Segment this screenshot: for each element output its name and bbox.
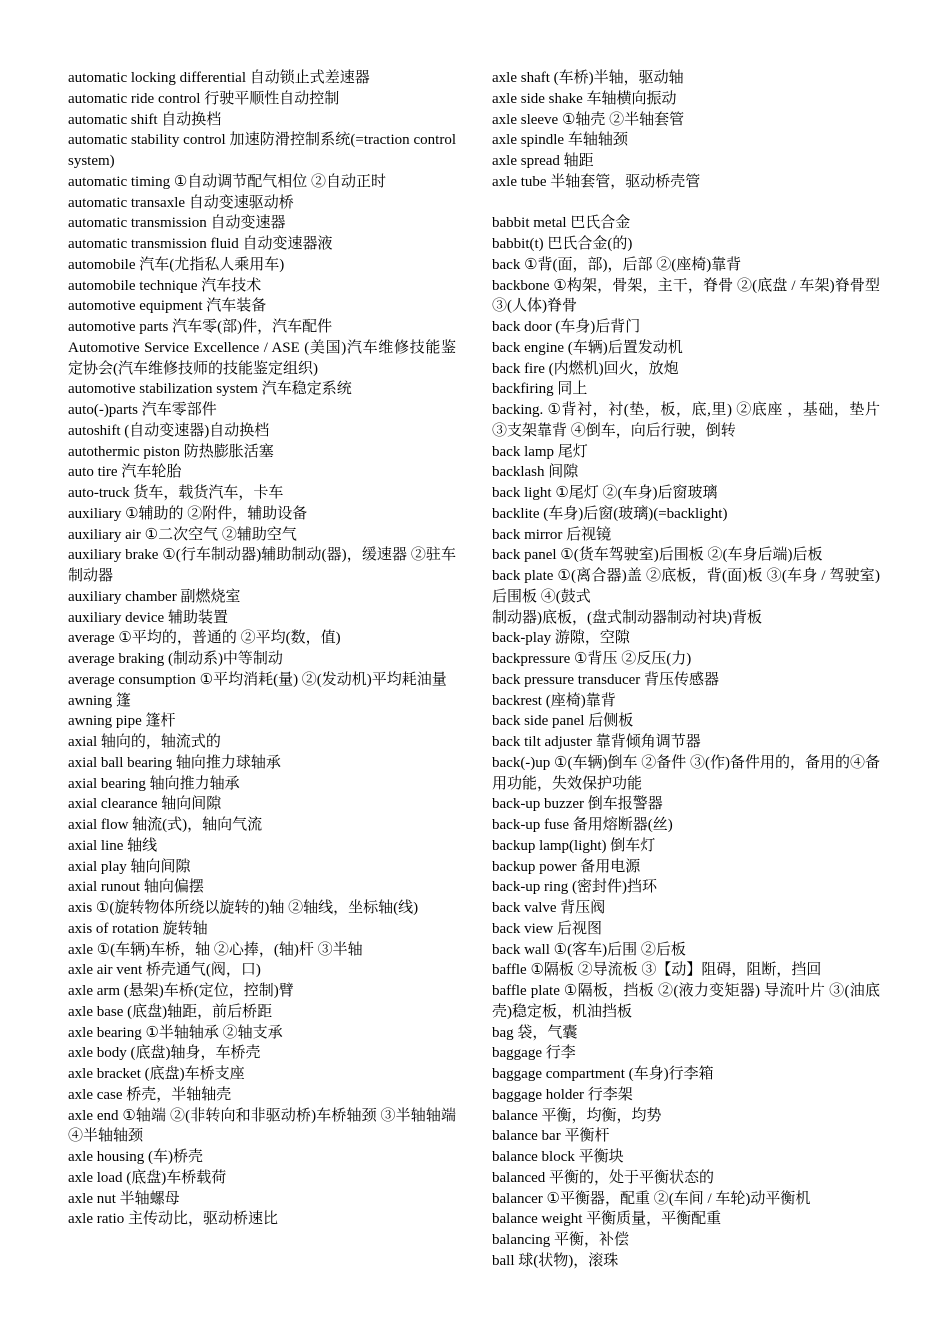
glossary-entry: axle air vent 桥壳通气(阀，口) bbox=[68, 962, 261, 979]
glossary-entry: back-play 游隙，空隙 bbox=[492, 630, 630, 647]
left-column bbox=[68, 68, 456, 1230]
glossary-entry: axle ratio 主传动比，驱动桥速比 bbox=[68, 1211, 278, 1228]
glossary-entry: balance block 平衡块 bbox=[492, 1149, 624, 1165]
glossary-entry: 制动器)底板，(盘式制动器制动衬块)背板 bbox=[492, 609, 762, 626]
glossary-entry: automatic transmission fluid 自动变速器液 bbox=[68, 236, 333, 252]
glossary-entry: back ①背(面，部)，后部 ②(座椅)靠背 bbox=[492, 256, 742, 273]
glossary-entry: back plate ①(离合器)盖 ②底板，背(面)板 ③(车身 / 驾驶室)后围板 ④(鼓式 bbox=[492, 568, 880, 605]
glossary-entry: baggage holder 行李架 bbox=[492, 1086, 633, 1103]
glossary-entry: axle side shake 车轴横向振动 bbox=[492, 90, 677, 107]
glossary-entry: axle ①(车辆)车桥，轴 ②心捧，(轴)杆 ③半轴 bbox=[68, 941, 363, 958]
glossary-entry: back view 后视图 bbox=[492, 920, 602, 937]
glossary-entry: axle spread 轴距 bbox=[492, 153, 594, 169]
glossary-entry: automobile 汽车(尤指私人乘用车) bbox=[68, 256, 285, 273]
glossary-entry: backbone ①构架，骨架，主干，脊骨 ②(底盘 / 车架)脊骨型 ③(人体)脊骨 bbox=[492, 277, 880, 315]
glossary-entry: axial ball bearing 轴向推力球轴承 bbox=[68, 754, 281, 771]
glossary-entry: axial line 轴线 bbox=[68, 837, 158, 854]
glossary-entry: baggage 行李 bbox=[492, 1045, 576, 1062]
glossary-entry: axle bracket (底盘)车桥支座 bbox=[68, 1066, 245, 1082]
glossary-entry: back(-)up ①(车辆)倒车 ②备件 ③(作)备件用的，备用的④备用功能，失效保护功能 bbox=[492, 754, 880, 792]
glossary-entry: axle spindle 车轴轴颈 bbox=[492, 132, 628, 149]
glossary-entry: axial clearance 轴向间隙 bbox=[68, 796, 222, 813]
glossary-entry: automotive equipment 汽车装备 bbox=[68, 298, 267, 315]
glossary-entry: baffle plate ①隔板，挡板 ②(液力变矩器) 导流叶片 ③(油底壳)稳定板，机油挡板 bbox=[492, 983, 880, 1020]
glossary-entry: back-up buzzer 倒车报警器 bbox=[492, 796, 663, 813]
section-gap bbox=[492, 193, 880, 214]
glossary-entry: ball 球(状物)，滚珠 bbox=[492, 1252, 619, 1269]
glossary-entry: backrest (座椅)靠背 bbox=[492, 692, 616, 709]
glossary-entry: automobile technique 汽车技术 bbox=[68, 277, 262, 294]
glossary-entry: axle shaft (车桥)半轴，驱动轴 bbox=[492, 70, 684, 86]
glossary-entry: awning 篷 bbox=[68, 692, 131, 709]
glossary-entry: auxiliary air ①二次空气 ②辅助空气 bbox=[68, 526, 297, 543]
glossary-entry: Automotive Service Excellence / ASE (美国)汽车维修技能鉴定协会(汽车维修技师的技能鉴定组织) bbox=[68, 339, 456, 377]
glossary-entry: back wall ①(客车)后围 ②后板 bbox=[492, 941, 686, 958]
glossary-entry: average ①平均的，普通的 ②平均(数，值) bbox=[68, 630, 341, 647]
glossary-entry: axle load (底盘)车桥载荷 bbox=[68, 1169, 227, 1186]
glossary-entry: average consumption ①平均消耗(量) ②(发动机)平均耗油量 bbox=[68, 671, 447, 688]
glossary-entry: auto-truck 货车，载货汽车，卡车 bbox=[68, 485, 284, 501]
glossary-entry: back lamp 尾灯 bbox=[492, 443, 588, 460]
glossary-entry: backlash 间隙 bbox=[492, 464, 579, 481]
glossary-entry: baggage compartment (车身)行李箱 bbox=[492, 1066, 714, 1082]
glossary-entry: babbit(t) 巴氏合金(的) bbox=[492, 236, 633, 252]
glossary-entry: balancing 平衡，补偿 bbox=[492, 1232, 630, 1248]
glossary-entry: axle end ①轴端 ②(非转向和非驱动桥)车桥轴颈 ③半轴轴端 ④半轴轴颈 bbox=[68, 1107, 456, 1145]
glossary-entry: balance weight 平衡质量，平衡配重 bbox=[492, 1211, 722, 1228]
glossary-entry: back fire (内燃机)回火，放炮 bbox=[492, 360, 679, 377]
glossary-entry: axle arm (悬架)车桥(定位，控制)臂 bbox=[68, 983, 294, 999]
glossary-entry: automatic ride control 行驶平顺性自动控制 bbox=[68, 90, 340, 107]
glossary-entry: axle case 桥壳，半轴轴壳 bbox=[68, 1086, 232, 1103]
glossary-entry: backup power 备用电源 bbox=[492, 858, 641, 875]
glossary-entry: axle bearing ①半轴轴承 ②轴支承 bbox=[68, 1024, 283, 1041]
glossary-entry: backup lamp(light) 倒车灯 bbox=[492, 837, 656, 854]
glossary-entry: back door (车身)后背门 bbox=[492, 319, 641, 335]
glossary-entry: auxiliary chamber 副燃烧室 bbox=[68, 588, 241, 605]
glossary-entry: balance 平衡，均衡，均势 bbox=[492, 1107, 662, 1124]
glossary-entry: axis of rotation 旋转轴 bbox=[68, 920, 208, 937]
glossary-entry: axial bearing 轴向推力轴承 bbox=[68, 775, 240, 792]
glossary-entry: auxiliary brake ①(行车制动器)辅助制动(器)，缓速器 ②驻车制动器 bbox=[68, 547, 456, 584]
glossary-entry: auxiliary device 辅助装置 bbox=[68, 609, 228, 626]
glossary-entry: backing. ①背衬，衬(垫，板，底,里) ②底座 ，基础，垫片 ③支架靠背 ④倒车，向后行驶，倒转 bbox=[492, 402, 880, 439]
glossary-entry: backlite (车身)后窗(玻璃)(=backlight) bbox=[492, 505, 728, 522]
glossary-entry: back-up ring (密封件)挡环 bbox=[492, 879, 657, 896]
glossary-entry: baffle ①隔板 ②导流板 ③【动】阻碍，阻断，挡回 bbox=[492, 962, 822, 979]
glossary-entry: back valve 背压阀 bbox=[492, 900, 606, 916]
glossary-entry: babbit metal 巴氏合金 bbox=[492, 215, 631, 232]
glossary-entry: axial flow 轴流(式)，轴向气流 bbox=[68, 817, 263, 833]
glossary-entry: balance bar 平衡杆 bbox=[492, 1128, 610, 1145]
glossary-entry: auto(-)parts 汽车零部件 bbox=[68, 402, 217, 418]
glossary-entry: automatic transaxle 自动变速驱动桥 bbox=[68, 194, 294, 211]
glossary-entry: axial play 轴向间隙 bbox=[68, 858, 191, 875]
glossary-entry: balancer ①平衡器，配重 ②(车间 / 车轮)动平衡机 bbox=[492, 1190, 811, 1207]
glossary-entry: automotive parts 汽车零(部)件，汽车配件 bbox=[68, 319, 333, 335]
glossary-entry: auxiliary ①辅助的 ②附件，辅助设备 bbox=[68, 505, 308, 522]
glossary-entry: back mirror 后视镜 bbox=[492, 526, 612, 543]
glossary-entry: automatic timing ①自动调节配气相位 ②自动正时 bbox=[68, 173, 387, 190]
glossary-entry: automatic transmission 自动变速器 bbox=[68, 215, 286, 232]
glossary-entry: awning pipe 篷杆 bbox=[68, 713, 176, 730]
glossary-entry: axle housing (车)桥壳 bbox=[68, 1149, 203, 1165]
glossary-entry: average braking (制动系)中等制动 bbox=[68, 651, 283, 667]
glossary-entry: back panel ①(货车驾驶室)后围板 ②(车身后端)后板 bbox=[492, 547, 823, 564]
glossary-entry: automatic locking differential 自动锁止式差速器 bbox=[68, 70, 370, 86]
glossary-entry: balanced 平衡的，处于平衡状态的 bbox=[492, 1169, 715, 1186]
glossary-entry: backfiring 同上 bbox=[492, 381, 588, 398]
glossary-entry: autoshift (自动变速器)自动换档 bbox=[68, 422, 270, 439]
glossary-entry: back-up fuse 备用熔断器(丝) bbox=[492, 817, 673, 833]
glossary-entry: axle base (底盘)轴距，前后桥距 bbox=[68, 1003, 273, 1020]
glossary-entry: automotive stabilization system 汽车稳定系统 bbox=[68, 381, 352, 398]
glossary-entry: axle body (底盘)轴身，车桥壳 bbox=[68, 1045, 261, 1062]
glossary-entry: axle nut 半轴螺母 bbox=[68, 1190, 180, 1207]
glossary-entry: auto tire 汽车轮胎 bbox=[68, 464, 182, 481]
glossary-entry: automatic stability control 加速防滑控制系统(=traction control system) bbox=[68, 132, 456, 169]
glossary-entry: axial 轴向的，轴流式的 bbox=[68, 734, 221, 750]
glossary-entry: automatic shift 自动换档 bbox=[68, 111, 222, 128]
glossary-entry: backpressure ①背压 ②反压(力) bbox=[492, 651, 692, 667]
glossary-entry: back light ①尾灯 ②(车身)后窗玻璃 bbox=[492, 485, 718, 501]
glossary-entry: axle tube 半轴套管，驱动桥壳管 bbox=[492, 173, 701, 190]
glossary-entry: back engine (车辆)后置发动机 bbox=[492, 339, 683, 356]
glossary-entry: axial runout 轴向偏摆 bbox=[68, 879, 204, 896]
glossary-entry: axle sleeve ①轴壳 ②半轴套管 bbox=[492, 111, 685, 128]
glossary-entry: bag 袋，气囊 bbox=[492, 1024, 578, 1041]
glossary-entry: autothermic piston 防热膨胀活塞 bbox=[68, 443, 274, 460]
glossary-entry: back pressure transducer 背压传感器 bbox=[492, 671, 720, 688]
glossary-entry: axis ①(旋转物体所绕以旋转的)轴 ②轴线，坐标轴(线) bbox=[68, 900, 419, 916]
right-column bbox=[492, 68, 880, 1272]
glossary-entry: back side panel 后侧板 bbox=[492, 713, 634, 730]
glossary-entry: back tilt adjuster 靠背倾角调节器 bbox=[492, 734, 701, 750]
